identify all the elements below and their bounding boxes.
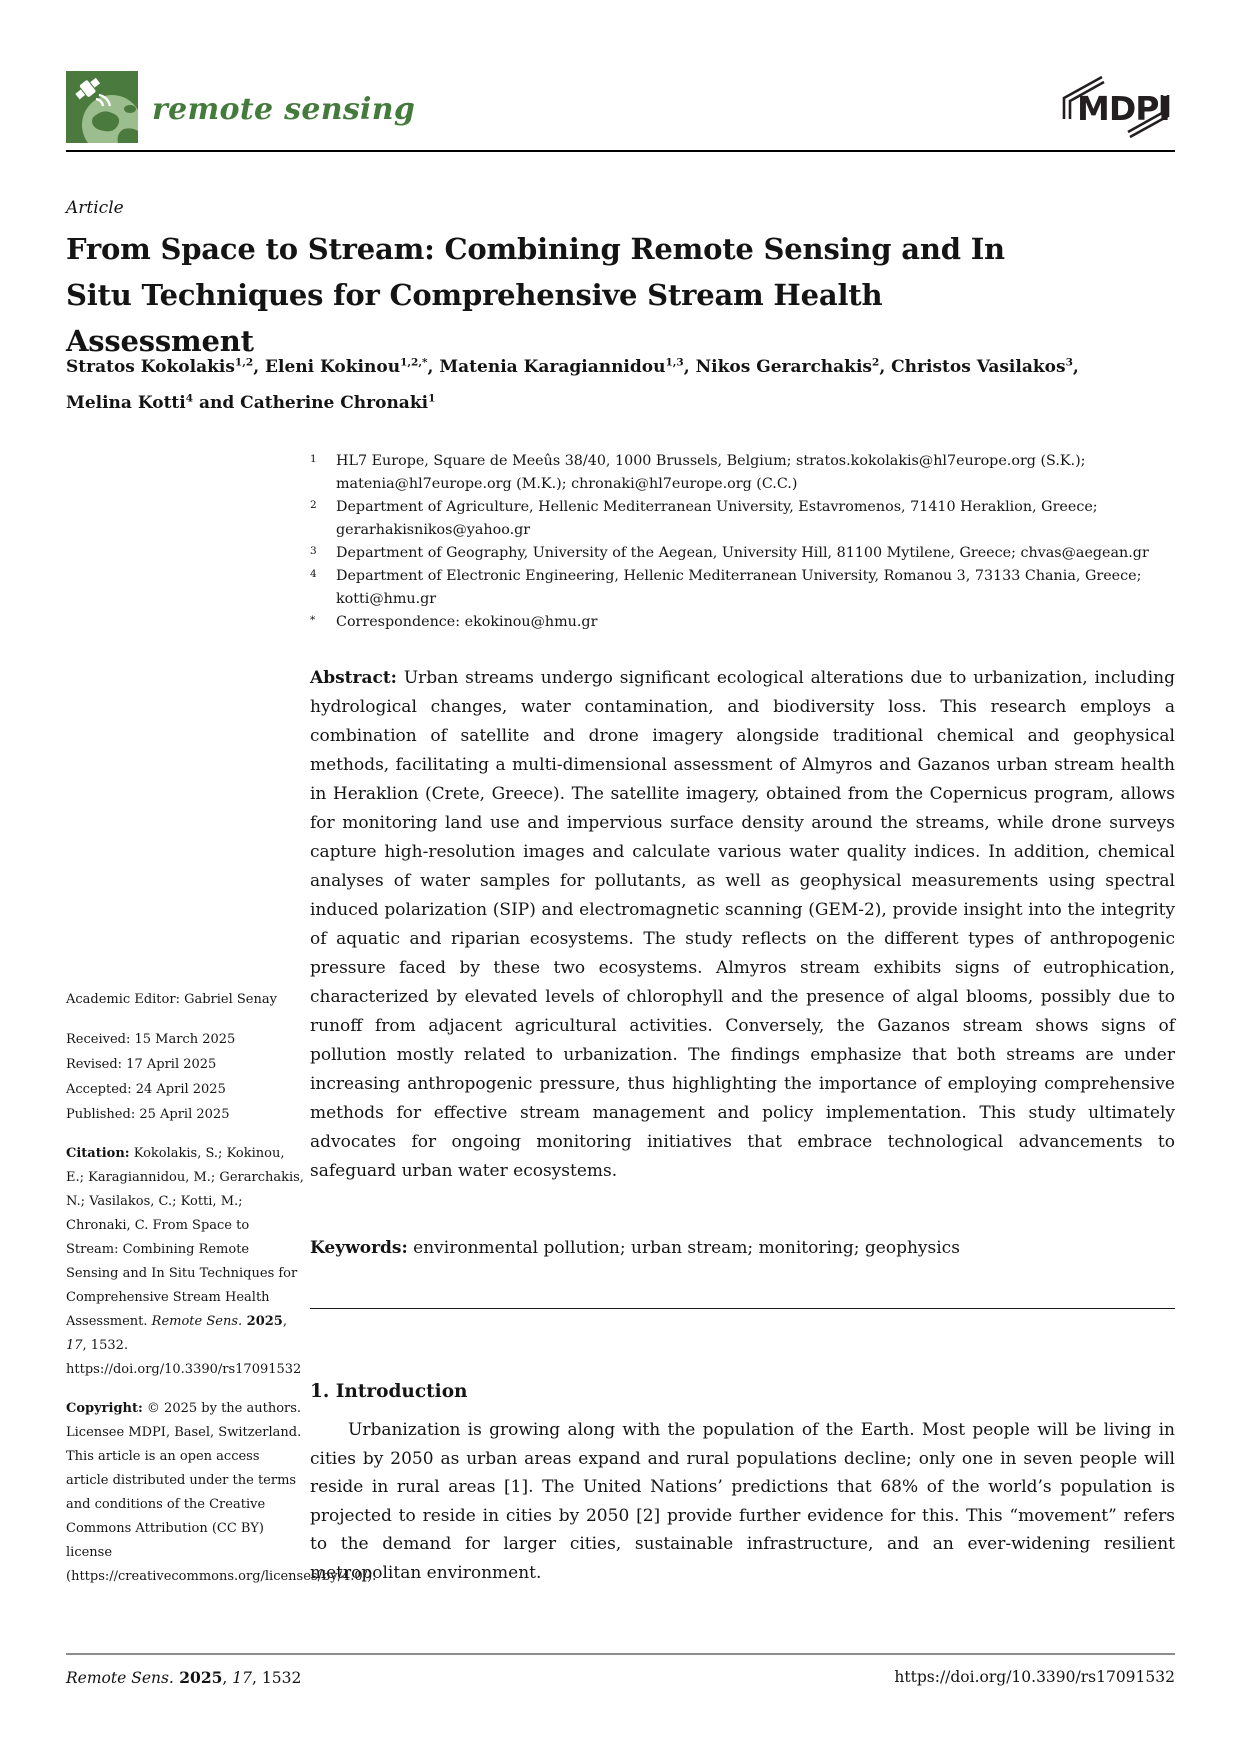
header-divider-rule	[66, 150, 1175, 152]
introduction-paragraph: Urbanization is growing along with the population of the Earth. Most people will be living in cities by 2050 as urban areas expand and rural populations decline; only one in seven people will reside in rural areas [1]. The United Nations’ predictions that 68% of the world’s population is projected to reside in cities by 2050 [2] provide further evidence for this. This “movement” refers to the demand for larger cities, sustainable infrastructure, and an ever-widening resilient metropolitan environment.	[310, 1420, 1175, 1583]
affiliation-text: Department of Electronic Engineering, Hellenic Mediterranean University, Romanou 3, 73133 Chania, Greece; kotti@hmu.gr	[336, 568, 1142, 607]
affiliation-row	[310, 450, 1175, 496]
article-title: From Space to Stream: Combining Remote Sensing and In Situ Techniques for Comprehensive Stream Health Assessment	[66, 232, 1005, 358]
author-affil-sup: 3	[1065, 356, 1073, 368]
author: Christos Vasilakos$^3$,	[891, 356, 1079, 377]
copyright-text[interactable]: © 2025 by the authors. Licensee MDPI, Basel, Switzerland. This article is an open access article distributed under the terms and conditions of the Creative Commons Attribution (CC BY) license (https://creativecommons.org/licenses/by/4.0/).	[66, 1401, 377, 1584]
keywords-line	[310, 1234, 1175, 1263]
introduction-heading: 1. Introduction	[310, 1381, 468, 1402]
author-affil-sup: 1,2	[234, 356, 254, 368]
author-affil-sup: 1,3	[665, 356, 684, 368]
academic-editor-line: Academic Editor: Gabriel Senay	[66, 992, 277, 1007]
citation-text: Kokolakis, S.; Kokinou, E.; Karagiannidou, M.; Gerarchakis, N.; Vasilakos, C.; Kotti, M.; Chronaki, C. From Space to Stream: Combining Remote Sensing and In Situ Techniques for Comprehensive Stream Health Assessment.	[66, 1146, 304, 1329]
affiliation-marker: 2	[310, 499, 317, 511]
correspondence-text: Correspondence: ekokinou@hmu.gr	[336, 614, 598, 630]
received-line: Received: 15 March 2025	[66, 1032, 236, 1047]
published-line: Published: 25 April 2025	[66, 1107, 230, 1122]
author: Stratos Kokolakis$^{1,2}$,	[66, 356, 266, 377]
affiliation-text: Department of Geography, University of the Aegean, University Hill, 81100 Mytilene, Greece; chvas@aegean.gr	[336, 545, 1149, 561]
keywords-label: Keywords:	[310, 1238, 408, 1258]
citation-year: 2025	[242, 1314, 283, 1329]
affiliation-text: HL7 Europe, Square de Meeûs 38/40, 1000 Brussels, Belgium; stratos.kokolakis@hl7europe.org (S.K.); matenia@hl7europe.org (M.K.); chronaki@hl7europe.org (C.C.)	[336, 453, 1086, 492]
copyright-block	[66, 1397, 377, 1589]
mdpi-logo-text: MDPI	[1077, 89, 1170, 128]
citation-journal: Remote Sens.	[151, 1314, 243, 1329]
author-affil-sup: 1	[428, 392, 436, 405]
affiliation-row	[310, 542, 1175, 565]
author: Eleni Kokinou$^{1,2,*}$,	[265, 356, 440, 377]
citation-doi[interactable]: , 1532. https://doi.org/10.3390/rs17091532	[66, 1338, 302, 1377]
affiliation-marker: 4	[310, 568, 317, 580]
author: Melina Kotti$^4$ and	[66, 392, 241, 414]
accepted-line: Accepted: 24 April 2025	[66, 1082, 226, 1097]
author: Nikos Gerarchakis$^2$,	[695, 356, 892, 377]
authors-line	[66, 346, 1086, 419]
affiliation-marker: 3	[310, 545, 317, 557]
copyright-label: Copyright:	[66, 1401, 143, 1416]
correspondence-marker: *	[310, 614, 316, 626]
journal-logo[interactable]	[66, 71, 415, 147]
affiliations-list	[310, 450, 1175, 634]
dates-block	[66, 1027, 304, 1127]
revised-line: Revised: 17 April 2025	[66, 1057, 217, 1072]
affiliation-row correspondence-row	[310, 611, 1175, 634]
author-affil-sup: 4	[185, 392, 194, 405]
satellite-globe-icon	[66, 71, 138, 147]
affiliation-row	[310, 565, 1175, 611]
citation-block: Citation: Kokolakis, S.; Kokinou, E.; Karagiannidou, M.; Gerarchakis, N.; Vasilakos, C.; Kotti, M.; Chronaki, C. From Space to Stream: Combining Remote Sensing and In Situ Techniques for Comprehensive Stream Health Assessment. Remote Sens. 2025, 17, 1532. https://doi.org/10.3390/rs17091532	[66, 1146, 304, 1377]
journal-header	[66, 72, 1175, 146]
affiliation-text: Department of Agriculture, Hellenic Mediterranean University, Estavromenos, 71410 Heraklion, Greece; gerarhakisnikos@yahoo.gr	[336, 499, 1098, 538]
footer-doi-link[interactable]: https://doi.org/10.3390/rs17091532	[894, 1668, 1175, 1686]
affiliation-row	[310, 496, 1175, 542]
abstract-paragraph	[310, 664, 1175, 1186]
journal-logo-text: remote sensing	[152, 91, 416, 127]
affiliation-marker: 1	[310, 453, 317, 465]
footer-journal-ref: Remote Sens. 2025, 17, 1532	[66, 1668, 302, 1687]
author-affil-sup: 2	[872, 356, 880, 368]
abstract-label: Abstract:	[310, 668, 397, 688]
footer-divider-rule	[66, 1653, 1175, 1655]
abstract-text: Urban streams undergo significant ecological alterations due to urbanization, including hydrological changes, water contamination, and biodiversity loss. This research employs a combination of satellite and drone imagery alongside traditional chemical and geophysical methods, facilitating a multi-dimensional assessment of Almyros and Gazanos urban stream health in Heraklion (Crete, Greece). The satellite imagery, obtained from the Copernicus program, allows for monitoring land use and impervious surface density around the streams, while drone surveys capture high-resolution images and calculate various water quality indices. In addition, chemical analyses of water samples for pollutants, as well as geophysical measurements using spectral induced polarization (SIP) and electromagnetic scanning (GEM-2), provide insight into the integrity of aquatic and riparian ecosystems. The study reflects on the different types of anthropogenic pressure faced by these two ecosystems. Almyros stream exhibits signs of eutrophication, characterized by elevated levels of chlorophyll and the presence of algal blooms, possibly due to runoff from adjacent agricultural activities. Conversely, the Gazanos stream shows signs of pollution mostly related to urbanization. The findings emphasize that both streams are under increasing anthropogenic pressure, thus highlighting the importance of employing comprehensive methods for effective stream management and policy implementation. This study ultimately advocates for ongoing monitoring initiatives that embrace technological advancements to safeguard urban water ecosystems.	[310, 668, 1175, 1181]
main-column	[310, 450, 1175, 1587]
article-type-label: Article	[66, 198, 124, 218]
keywords-text: environmental pollution; urban stream; monitoring; geophysics	[407, 1238, 960, 1258]
abstract-divider-rule	[310, 1308, 1175, 1309]
author-affil-sup: 1,2,*	[400, 356, 428, 368]
mdpi-logo[interactable]	[1057, 74, 1175, 144]
page-footer	[66, 1668, 1175, 1687]
author: Catherine Chronaki$^1$	[240, 392, 436, 414]
citation-label: Citation:	[66, 1146, 130, 1161]
author: Matenia Karagiannidou$^{1,3}$,	[439, 356, 696, 377]
citation-volume: 17	[66, 1338, 83, 1353]
